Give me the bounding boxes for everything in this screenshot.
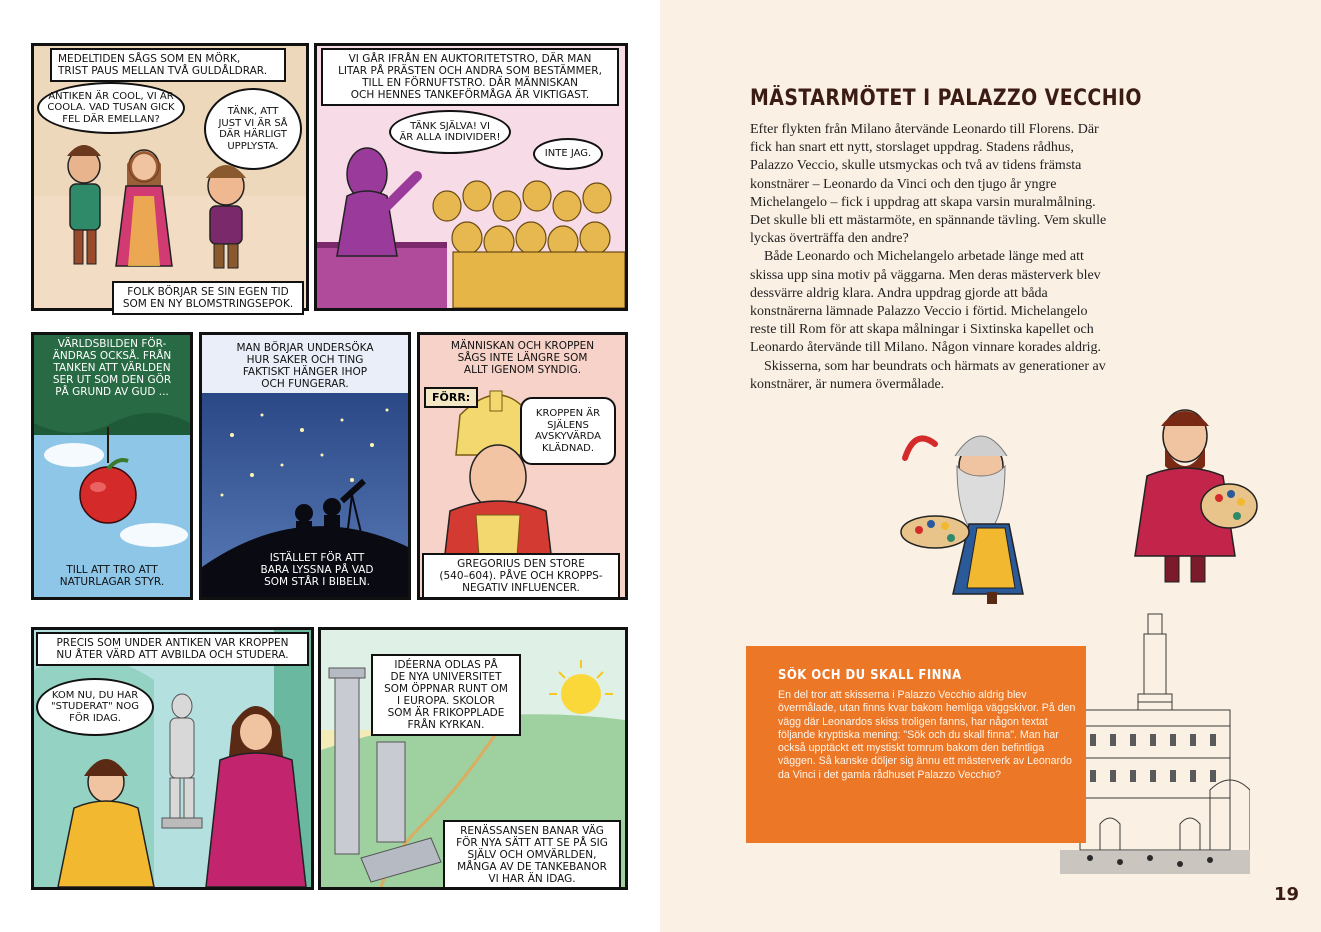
panel-1-speech-bubble-1: ANTIKEN ÄR COOL, VI ÄR COOLA. VAD TUSAN GICK FEL DÄR EMELLAN? [37,82,185,134]
article-paragraph-3: Skisserna, som har beundrats och härmats av generationer av konstnärer, är numera övermålade. [750,358,1106,392]
infobox-title: SÖK OCH DU SKALL FINNA [778,668,962,683]
comic-panel-7 [318,627,628,890]
panel-1-speech-bubble-2: TÄNK, ATT JUST VI ÄR SÅ DÄR HÄRLIGT UPPLYSTA. [204,88,302,170]
infobox [746,646,1086,843]
comic-panel-3 [31,332,193,600]
article-page [660,0,1321,932]
panel-2-speech-bubble-2: INTE JAG. [533,138,603,170]
comic-panel-1 [31,43,309,311]
panel-7-caption-bottom: RENÄSSANSEN BANAR VÄG FÖR NYA SÄTT ATT SE PÅ SIG SJÄLV OCH OMVÄRLDEN, MÅNGA AV DE TANKEBANOR VI HAR ÄN IDAG. [443,820,621,890]
panel-7-caption-top: IDÉERNA ODLAS PÅ DE NYA UNIVERSITET SOM ÖPPNAR RUNT OM I EUROPA. SKOLOR SOM ÄR FRIKOPPLADE FRÅN KYRKAN. [371,654,521,736]
panel-4-caption-bottom: ISTÄLLET FÖR ATT BARA LYSSNA PÅ VAD SOM STÅR I BIBELN. [260,552,374,589]
panel-3-caption-bottom: TILL ATT TRO ATT NATURLAGAR STYR. [59,564,165,589]
panel-5-scroll-label: FÖRR: [424,387,478,408]
comic-panel-2 [314,43,628,311]
infobox-body: En del tror att skisserna i Palazzo Vecchio aldrig blev övermålade, utan finns kvar bakom hemliga väggskivor. På den vägg där Leonardos skiss troligen fanns, har någon textat följande kryptiska mening: "Sök och du skall finna". Man har också upptäckt ett mystiskt tomrum bakom den befintliga väggen. Så kanske döljer sig ännu ett mästerverk av Leonardo da Vinci i det gamla rådhuset Palazzo Vecchio? [778,689,1076,781]
panel-5-caption-top: MÄNNISKAN OCH KROPPEN SÅGS INTE LÄNGRE SOM ALLT IGENOM SYNDIG. [450,340,595,377]
article-paragraph-2: Både Leonardo och Michelangelo arbetade länge med att skissa upp sina motiv på väggarna. Men deras mästerverk blev dessvärre aldrig klara. Andra uppdrag gjorde att båda konstnärerna lämnade Palazzo Veccio i förtid. Michelangelo reste till Rom för att skapa målningar i Sixtinska kapellet och Leonardo återvände till Milano. Någon vinnare korades aldrig. [750,249,1102,356]
panel-6-art [34,630,311,887]
panel-2-caption: VI GÅR IFRÅN EN AUKTORITETSTRO, DÄR MAN LITAR PÅ PRÄSTEN OCH ANDRA SOM BESTÄMMER, TILL EN FÖRNUFTSTRO. DÄR MÄNNISKAN OCH HENNES TANKEFÖRMÅGA ÄR VIKTIGAST. [321,48,619,106]
comic-page [0,0,660,932]
panel-3-caption-top: VÄRLDSBILDEN FÖR- ÄNDRAS OCKSÅ. FRÅN TANKEN ATT VÄRLDEN SER UT SOM DEN GÖR PÅ GRUND AV GUD ... [52,338,172,399]
palazzo-vecchio-engraving [1060,608,1250,878]
comic-panel-6 [31,627,314,890]
panel-2-caption-bottom-overlay: FOLK BÖRJAR SE SIN EGEN TID SOM EN NY BLOMSTRINGSEPOK. [112,281,304,315]
michelangelo-illustration [1125,396,1265,586]
panel-1-caption: MEDELTIDEN SÅGS SOM EN MÖRK, TRIST PAUS MELLAN TVÅ GULDÅLDRAR. [50,48,286,82]
panel-5-caption-bottom: GREGORIUS DEN STORE (540–604). PÅVE OCH KROPPS- NEGATIV INFLUENCER. [422,553,620,599]
article-paragraph-1: Efter flykten från Milano återvände Leonardo till Florens. Där fick han snart ett nytt, storslaget uppdrag. Stadens rådhus, Palazzo Veccio, skulle utsmyckas och två av tidens främsta konstnärer – Leonardo da Vinci och den tjugo år yngre Michelangelo – fick i uppdrag att skapa varsin muralmålning. Det skulle bli ett mästarmöte, en spännande tävling. Vem skulle lyckas överträffa den andre? [750,122,1107,247]
panel-2-speech-bubble-1: TÄNK SJÄLVA! VI ÄR ALLA INDIVIDER! [389,110,511,154]
panel-5-speech-bubble: KROPPEN ÄR SJÄLENS AVSKYVÄRDA KLÄDNAD. [520,397,616,465]
panel-4-caption-top: MAN BÖRJAR UNDERSÖKA HUR SAKER OCH TING FAKTISKT HÄNGER IHOP OCH FUNGERAR. [236,342,374,391]
comic-panel-4 [199,332,411,600]
leonardo-illustration [885,406,1045,606]
article-body [750,121,1110,394]
comic-panel-5 [417,332,628,600]
panel-6-speech-bubble: KOM NU, DU HAR "STUDERAT" NOG FÖR IDAG. [36,678,154,736]
panel-6-caption: PRECIS SOM UNDER ANTIKEN VAR KROPPEN NU ÅTER VÄRD ATT AVBILDA OCH STUDERA. [36,632,309,666]
article-title: MÄSTARMÖTET I PALAZZO VECCHIO [750,86,1142,111]
page-number: 19 [1274,884,1300,905]
